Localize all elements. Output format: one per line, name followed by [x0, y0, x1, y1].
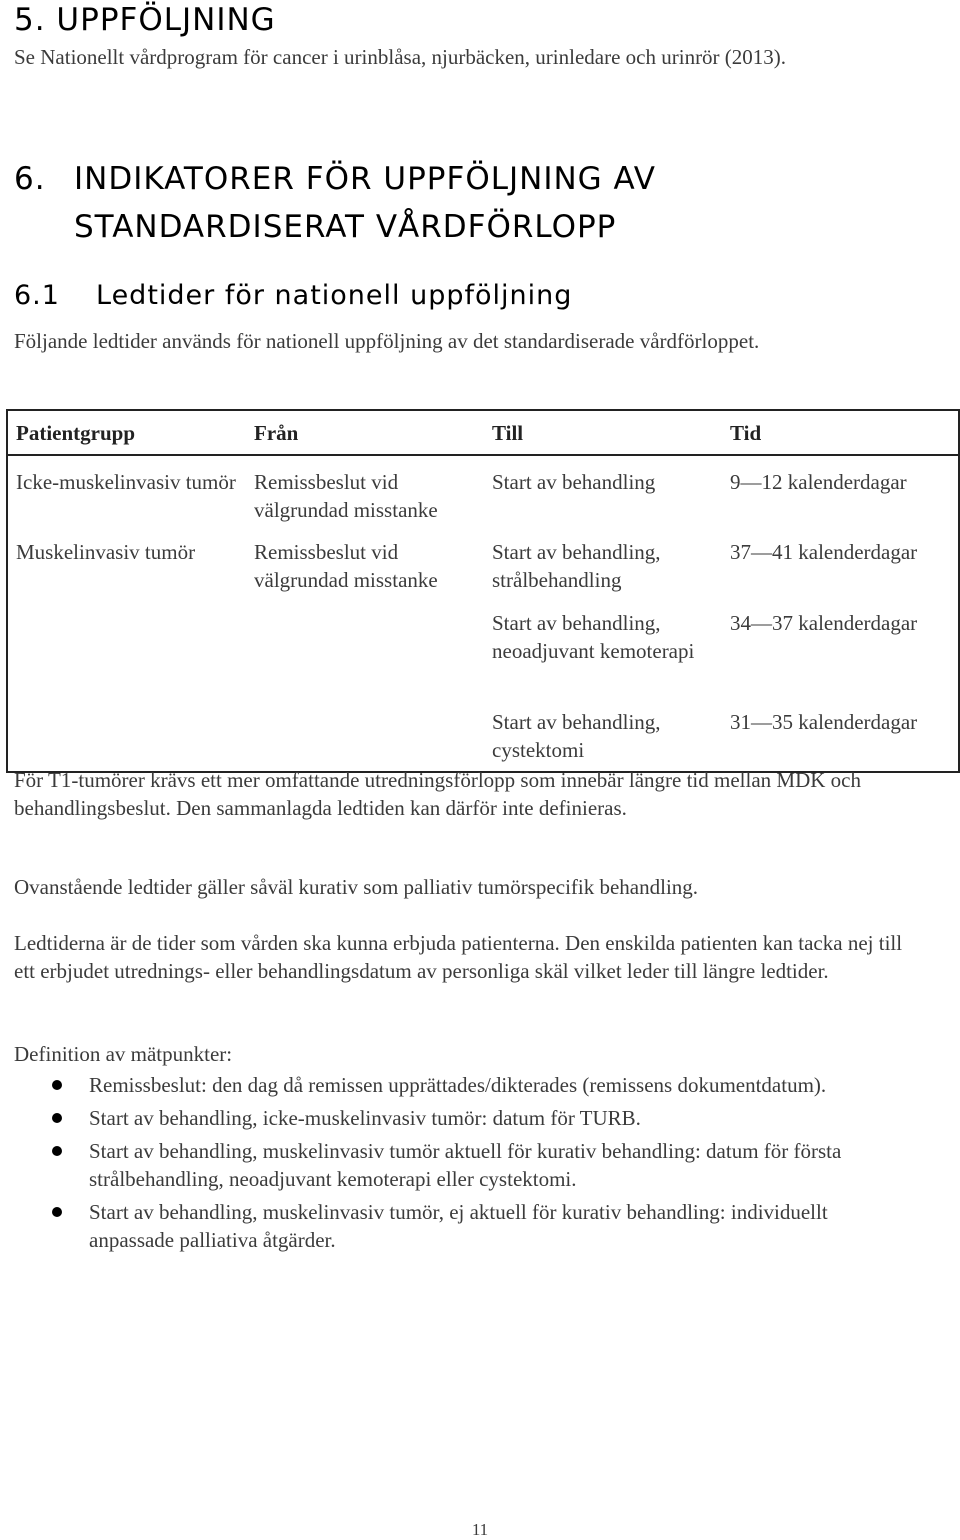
- bullet-icon: [52, 1080, 62, 1090]
- t1-note: För T1-tumörer krävs ett mer omfattande utredningsförlopp som innebär längre tid mellan MDK och behandlingsbeslut. Den sammanlagda ledtiden kan därför inte definieras.: [14, 768, 861, 820]
- definition-text: Start av behandling, muskelinvasiv tumör, ej aktuell för kurativ behandling: individuellt anpassade palliativa åtgärder.: [89, 1200, 828, 1252]
- page-number: 11: [471, 1520, 489, 1539]
- section-5-heading: 5. UPPFÖLJNING: [14, 2, 276, 38]
- header-till: Till: [484, 410, 722, 455]
- table-cell: Start av behandling: [492, 470, 656, 494]
- section-5-text: Se Nationellt vårdprogram för cancer i urinblåsa, njurbäcken, urinledare och urinrör (2013).: [14, 45, 787, 69]
- table-row: [7, 530, 959, 601]
- lead-time-table: [6, 409, 960, 773]
- header-fran: Från: [246, 410, 484, 455]
- table-cell: 34—37 kalenderdagar: [730, 611, 918, 635]
- header-tid: Tid: [722, 410, 959, 455]
- definition-text: Remissbeslut: den dag då remissen upprättades/dikterades (remissens dokumentdatum).: [89, 1073, 827, 1097]
- definition-text: Start av behandling, icke-muskelinvasiv tumör: datum för TURB.: [89, 1106, 641, 1130]
- table-cell: [7, 700, 246, 772]
- lead-time-note: Ledtiderna är de tider som vården ska kunna erbjuda patienterna. Den enskilda patienten kan tacka nej till ett erbjudet utrednings- eller behandlingsdatum av personliga skäl vilket leder till längre ledtider.: [14, 931, 903, 983]
- section-6-number: 6.: [14, 161, 46, 197]
- table-row: [7, 700, 959, 772]
- table-cell: Icke-muskelinvasiv tumör: [16, 470, 236, 494]
- table-cell: 37—41 kalenderdagar: [730, 540, 918, 564]
- table-cell: [246, 601, 484, 700]
- bullet-icon: [52, 1113, 62, 1123]
- section-6-1-title: Ledtider för nationell uppföljning: [96, 280, 573, 311]
- section-6-title: INDIKATORER FÖR UPPFÖLJNING AV STANDARDISERAT VÅRDFÖRLOPP: [74, 161, 656, 245]
- definition-text: Start av behandling, muskelinvasiv tumör aktuell för kurativ behandling: datum för första strålbehandling, neoadjuvant kemoterapi eller cystektomi.: [89, 1139, 842, 1191]
- table-row: [7, 601, 959, 700]
- table-cell: Remissbeslut vid välgrundad misstanke: [254, 470, 438, 522]
- table-cell: Muskelinvasiv tumör: [16, 540, 196, 564]
- list-item: [0, 1071, 900, 1099]
- table-header-row: [7, 410, 959, 455]
- table-cell: [246, 700, 484, 772]
- list-item: [0, 1137, 900, 1193]
- table-cell: Start av behandling, strålbehandling: [492, 540, 661, 592]
- header-patientgrupp: Patientgrupp: [7, 410, 246, 455]
- table-cell: Remissbeslut vid välgrundad misstanke: [254, 540, 438, 592]
- list-item: [0, 1198, 900, 1254]
- table-cell: 9—12 kalenderdagar: [730, 470, 907, 494]
- section-6-1-intro: Följande ledtider används för nationell uppföljning av det standardiserade vårdförloppet.: [14, 329, 760, 353]
- bullet-icon: [52, 1146, 62, 1156]
- table-cell: [7, 601, 246, 700]
- table-cell: Start av behandling, neoadjuvant kemoterapi: [492, 611, 695, 663]
- palliative-note: Ovanstående ledtider gäller såväl kurativ som palliativ tumörspecifik behandling.: [14, 875, 699, 899]
- section-6-1-number: 6.1: [14, 280, 60, 311]
- table-cell: Start av behandling, cystektomi: [492, 710, 661, 762]
- list-item: [0, 1104, 900, 1132]
- definition-heading: Definition av mätpunkter:: [14, 1042, 233, 1066]
- table-cell: 31—35 kalenderdagar: [730, 710, 918, 734]
- definition-list: [0, 1071, 900, 1259]
- bullet-icon: [52, 1207, 62, 1217]
- table-row: [7, 455, 959, 530]
